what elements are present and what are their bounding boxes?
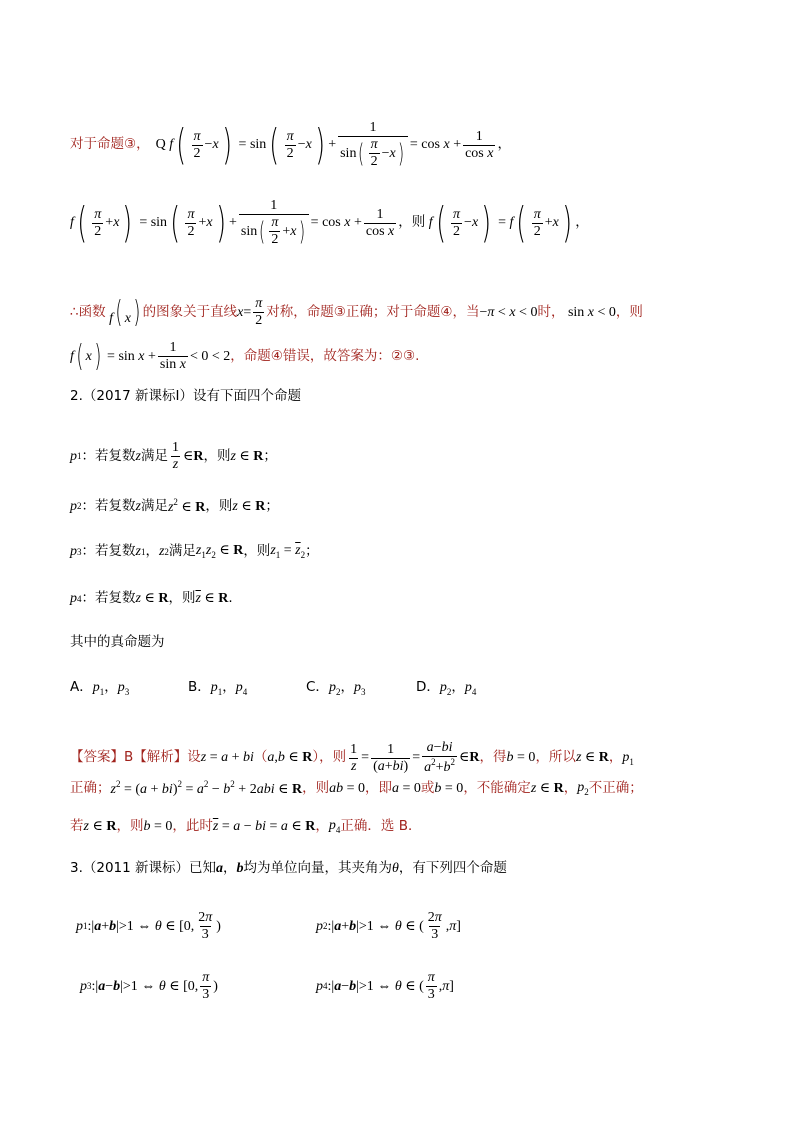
s2-line1: ∴ 函数 f( x) 的图象关于直线 x = $\frac{\pi}{2}$ 对称，命题③正确；对于命题④，当 −π < x < 0 时， sin x < 0 ，则 [70, 294, 643, 330]
option-d[interactable]: D．$p_2$，$p_4$ [416, 679, 477, 697]
s1-eq1: f ( $\frac{\pi}{2}$ − x ) = sin ( $\frac{\pi}{2}$ − x ) + 1 sin ( $\frac{\pi}{2}$ − x ) = cos x + $\frac{1}{\text{cos x}}$ [165, 120, 494, 170]
q2-heading: 2.（2017 新课标Ⅰ）设有下面四个命题 [70, 388, 302, 404]
since-symbol: Q [155, 137, 166, 153]
option-c[interactable]: C．$p_2$，$p_3$ [306, 679, 366, 697]
q2-question: 其中的真命题为 [70, 634, 165, 650]
q2-options [70, 680, 526, 697]
q3-p3: p 3 :|a−b|>1 ⇔ θ ∈ [0, $\frac{\pi}{3}$ ) [80, 970, 218, 1003]
option-b[interactable]: B．$p_1$，$p_4$ [188, 679, 248, 697]
s1-intro: 对于命题③， [70, 136, 150, 153]
q3-p4: p 4 :|a−b|>1 ⇔ θ ∈ ( $\frac{\pi}{3}$ ,π] [316, 970, 454, 1003]
q3-p2: p 2 :|a+b|>1 ⇔ θ ∈ ( $\frac{2\pi}{3}$ ,π] [316, 910, 461, 943]
q2-p1: p 1 ：若复数 z 满足 $\frac{1}{z}$ ∈R ，则 z ∈ R ； [70, 440, 277, 473]
q2-p2: p 2 ：若复数 z 满足 $z^2$ ∈ R ，则 z ∈ R ； [70, 497, 279, 515]
ans-line1: 【答案】B【解析】 设 z = a + bi （ a,b ∈ R ），则 $\frac{1}{z}$ = $\frac{1}{(a+bi)}$ = $\frac{a-bi}{a^2+b^2}$ ∈ R ，得 b = 0 ，所以 z ∈ R ， $p_1$ [70, 740, 634, 776]
ans-line2: 正确； $z^2 = (a + bi)^2 = a^2 - b^2 + 2abi$ ∈ R ，则 ab = 0 ，即 a = 0 或 b = 0 ，不能确定 z ∈ R ， $p_2$ 不正确； [70, 779, 643, 797]
ans-line3: 若 z ∈ R ，则 b = 0 ，此时 $\overline{z} = a$ − bi = a ∈ R ， $p_4$ 正确．选 B． [70, 817, 422, 835]
q3-heading: 3.（2011 新课标）已知 a ， b 均为单位向量，其夹角为 θ ，有下列四个命题 [70, 860, 507, 877]
q2-p4: p 4 ：若复数 z ∈ R ，则 $\overline{z}$ ∈ R . [70, 590, 233, 607]
s2-line2: f ( x ) = sin x + $\frac{1}{\text{sin x}}$ < 0 < 2 ，命题④错误，故答案为：②③. [70, 338, 420, 374]
option-a[interactable]: A．$p_1$，$p_3$ [70, 679, 130, 697]
s1-line2: f ( $\frac{\pi}{2}$ + x ) = sin ( $\frac{\pi}{2}$ + x ) + 1 sin ( $\frac{\pi}{2}$ + x ) = cos x + $\frac{1}{\text{cos x}}$ ，则 f ( $\frac{\pi}{2}$ − x ) = f ( $\frac{\pi}{2}$ + x ) ， [70, 198, 589, 248]
q2-p3: p 3 ：若复数 z 1 ， z 2 满足 $z_1z_2$ ∈ R ，则 $z_1 = \overline{z}_2$ ； [70, 543, 319, 560]
q3-p1: p 1 :|a+b|>1 ⇔ θ ∈ [0, $\frac{2\pi}{3}$ ) [76, 910, 221, 943]
s1-line1: 对于命题③， Q f ( $\frac{\pi}{2}$ − x ) = sin ( $\frac{\pi}{2}$ − x ) + 1 sin ( $\frac{\pi}{2}$ − x ) = cos x + $\frac{1}{\text{cos x}}$ ， [70, 120, 511, 170]
